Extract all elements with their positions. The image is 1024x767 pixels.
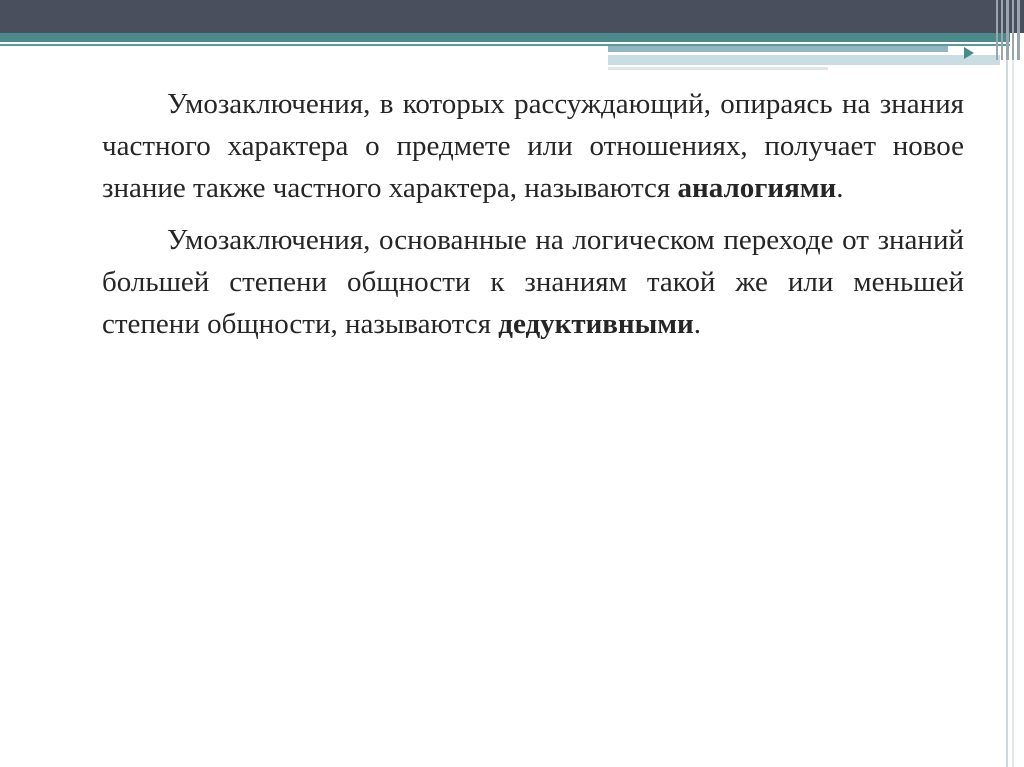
decorative-edge-line bbox=[1012, 60, 1014, 767]
header-accent-line bbox=[0, 33, 1010, 42]
decorative-bar bbox=[608, 67, 828, 70]
paragraph-text: Умозаключения, основанные на логическом переходе от знаний большей степени общности к знаниям такой же или меньшей степени общности, называются bbox=[102, 224, 964, 340]
triangle-arrow-icon bbox=[964, 47, 974, 59]
paragraph-end: . bbox=[693, 308, 701, 340]
paragraph-deductive bbox=[102, 219, 964, 345]
decorative-bar bbox=[608, 55, 1000, 65]
paragraph-analogies bbox=[102, 83, 964, 209]
decorative-stripes bbox=[996, 0, 1024, 60]
decorative-bar bbox=[608, 46, 948, 52]
decorative-edge-line bbox=[1006, 60, 1008, 767]
header-band bbox=[0, 0, 1024, 33]
paragraph-end: . bbox=[836, 172, 844, 204]
paragraph-text: Умозаключения, в которых рассуждающий, опираясь на знания частного характера о предмете или отношениях, получает новое знание также частного характера, называются bbox=[102, 88, 964, 204]
slide-body bbox=[102, 83, 964, 355]
term-analogies: аналогиями bbox=[677, 172, 837, 204]
term-deductive: дедуктивными bbox=[498, 308, 694, 340]
